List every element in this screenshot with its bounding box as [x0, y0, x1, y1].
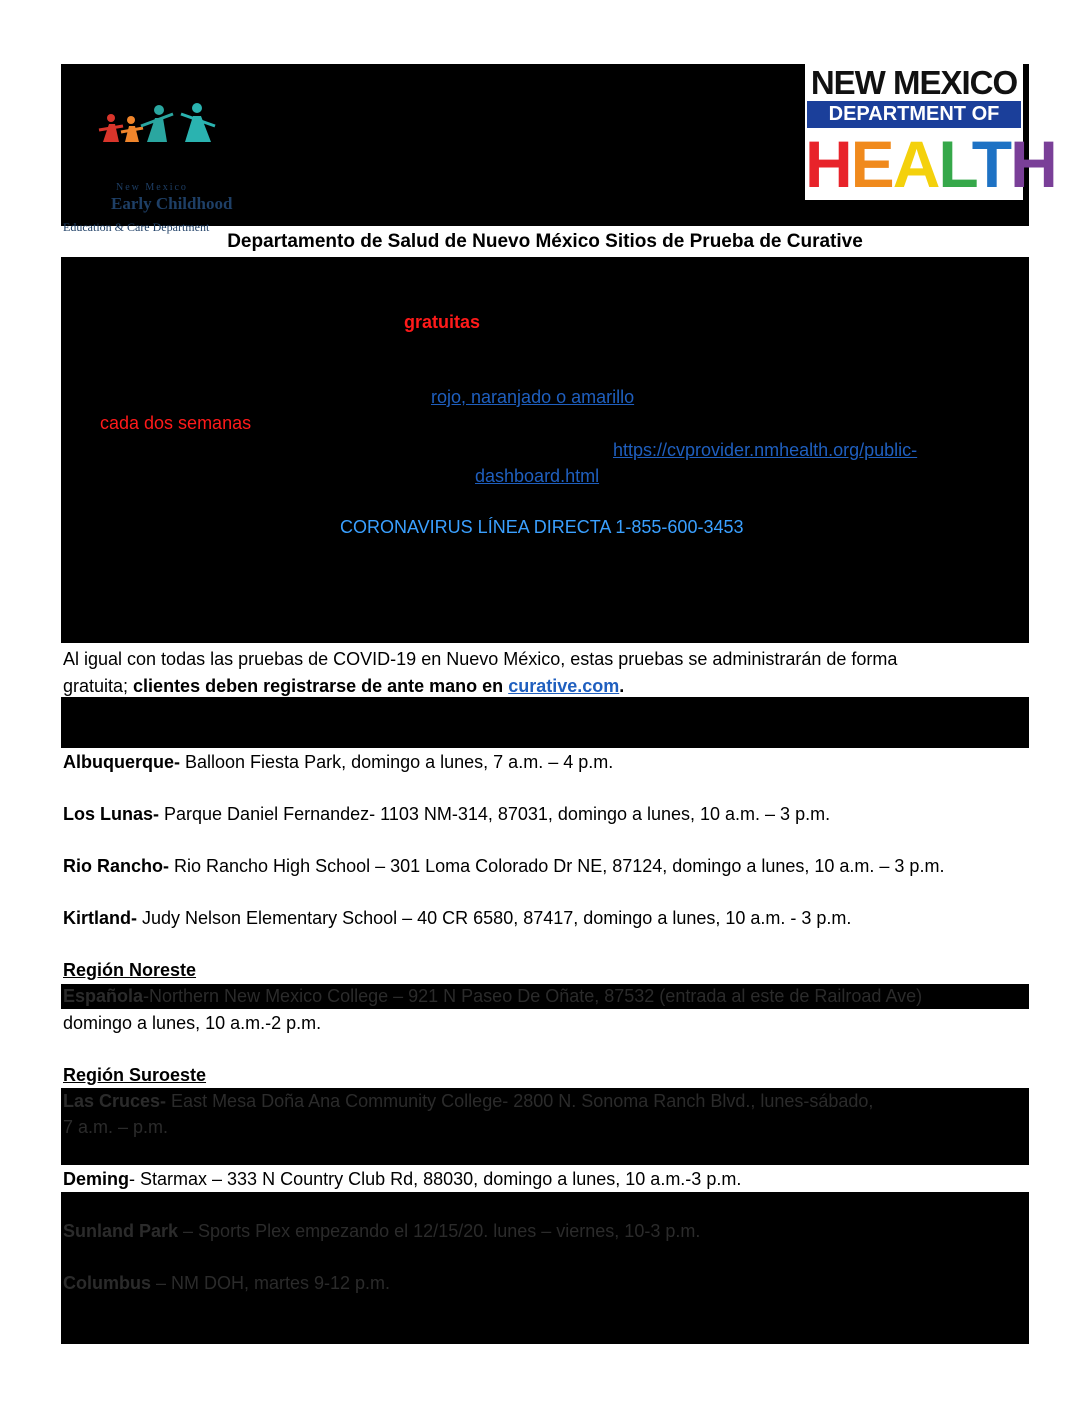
every-two-weeks-highlight: cada dos semanas	[100, 413, 252, 433]
site-los-lunas: Los Lunas- Parque Daniel Fernandez- 1103 NM-314, 87031, domingo a lunes, 10 a.m. – 3 p.m.	[63, 804, 831, 824]
nmdoh-logo	[805, 64, 1056, 201]
ececd-logo-line1: New Mexico	[116, 182, 188, 193]
nmdoh-health-wordmark: HEALTH	[805, 127, 1056, 201]
page-title: Departamento de Salud de Nuevo México Sitios de Prueba de Curative	[227, 231, 863, 252]
site-espanola: Española-Northern New Mexico College – 921 N Paseo De Oñate, 87532 (entrada al este de Railroad Ave)	[63, 986, 923, 1006]
separator-band	[61, 697, 1029, 748]
note-line1: Al igual con todas las pruebas de COVID-19 en Nuevo México, estas pruebas se administrarán de forma	[63, 649, 898, 669]
dashboard-link-line2[interactable]: dashboard.html	[475, 466, 600, 486]
free-highlight: gratuitas	[404, 312, 481, 332]
nmdoh-logo-line1: NEW MEXICO	[810, 64, 1018, 101]
site-deming: Deming- Starmax – 333 N Country Club Rd, 88030, domingo a lunes, 10 a.m.-3 p.m.	[63, 1169, 742, 1189]
ececd-logo-line3: Education & Care Department	[63, 220, 210, 234]
region-southwest-heading: Región Suroeste	[63, 1065, 207, 1085]
curative-link[interactable]: curative.com	[508, 676, 620, 696]
nmdoh-logo-line2: DEPARTMENT OF	[807, 101, 1021, 128]
site-columbus: Columbus – NM DOH, martes 9-12 p.m.	[63, 1273, 391, 1293]
site-espanola-hours: domingo a lunes, 10 a.m.-2 p.m.	[63, 1013, 322, 1033]
ececd-logo	[61, 102, 261, 234]
site-kirtland: Kirtland- Judy Nelson Elementary School – 40 CR 6580, 87417, domingo a lunes, 10 a.m. - 3 p.m.	[63, 908, 852, 928]
children-figures-icon	[97, 102, 227, 146]
site-las-cruces-hours: 7 a.m. – p.m.	[63, 1117, 169, 1137]
site-rio-rancho: Rio Rancho- Rio Rancho High School – 301 Loma Colorado Dr NE, 87124, domingo a lunes, 10 a.m. – 3 p.m.	[63, 856, 945, 876]
bottom-highlight-band	[61, 1192, 1029, 1344]
site-albuquerque: Albuquerque- Balloon Fiesta Park, domingo a lunes, 7 a.m. – 4 p.m.	[63, 752, 614, 772]
site-las-cruces: Las Cruces- East Mesa Doña Ana Community College- 2800 N. Sonoma Ranch Blvd., lunes-sábado,	[63, 1091, 874, 1111]
note-line2: gratuita; clientes deben registrarse de ante mano en curative.com.	[63, 676, 625, 696]
dashboard-link-line1[interactable]: https://cvprovider.nmhealth.org/public-	[613, 440, 918, 460]
ececd-logo-line2: Early Childhood	[111, 194, 233, 213]
alert-colors-link[interactable]: rojo, naranjado o amarillo	[431, 387, 635, 407]
document-frame	[61, 64, 1056, 1344]
hotline-text: CORONAVIRUS LÍNEA DIRECTA 1-855-600-3453	[340, 517, 744, 537]
site-sunland-park: Sunland Park – Sports Plex empezando el 12/15/20. lunes – viernes, 10-3 p.m.	[63, 1221, 701, 1241]
region-northeast-heading: Región Noreste	[63, 960, 197, 980]
